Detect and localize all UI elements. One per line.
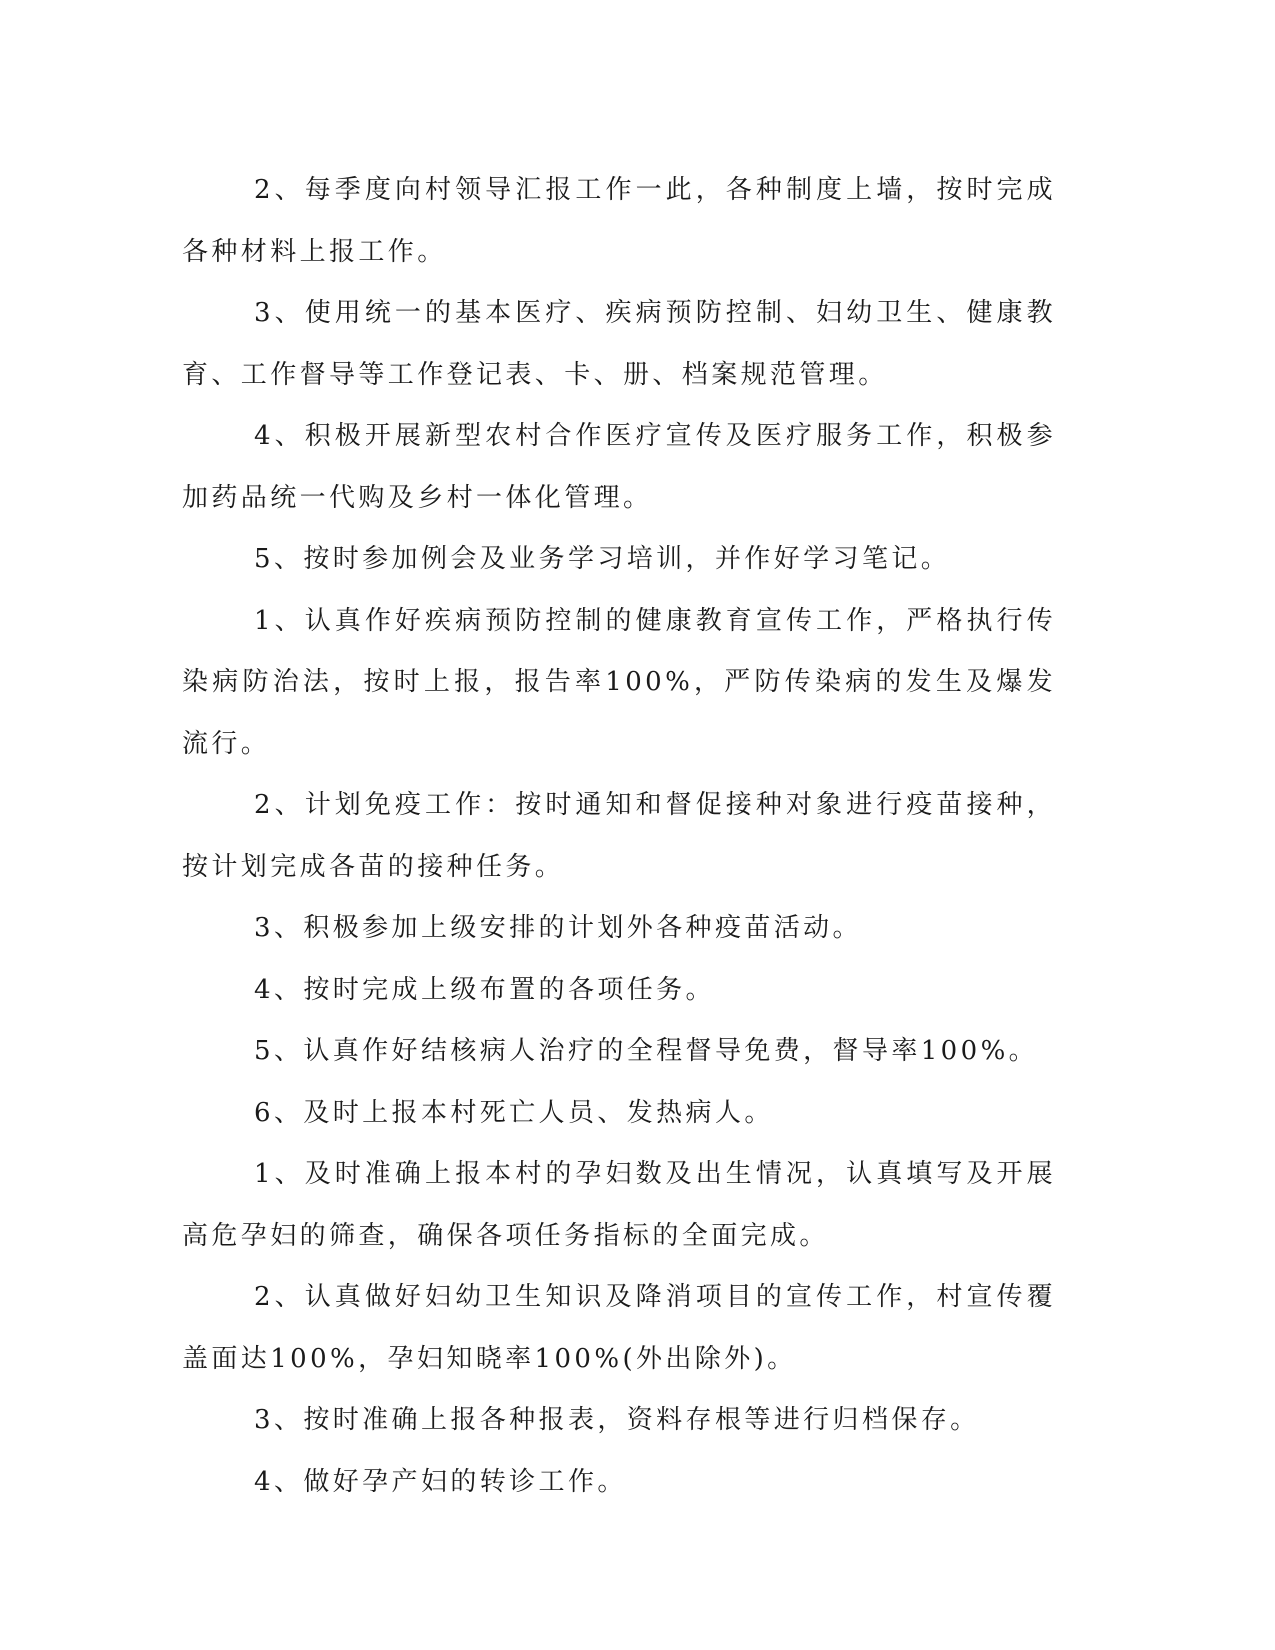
paragraph: 2、认真做好妇幼卫生知识及降消项目的宣传工作，村宣传覆盖面达100%，孕妇知晓率100%(外出除外)。	[182, 1282, 1056, 1374]
paragraph: 3、积极参加上级安排的计划外各种疫苗活动。	[254, 913, 862, 943]
document-body	[182, 160, 1056, 1513]
paragraph: 4、按时完成上级布置的各项任务。	[254, 974, 715, 1005]
paragraph: 5、按时参加例会及业务学习培训，并作好学习笔记。	[254, 544, 951, 574]
paragraph: 1、及时准确上报本村的孕妇数及出生情况，认真填写及开展高危孕妇的筛查，确保各项任务指标的全面完成。	[182, 1159, 1056, 1251]
paragraph: 6、及时上报本村死亡人员、发热病人。	[254, 1097, 774, 1128]
paragraph: 3、按时准确上报各种报表，资料存根等进行归档保存。	[254, 1405, 980, 1435]
paragraph: 2、计划免疫工作：按时通知和督促接种对象进行疫苗接种，按计划完成各苗的接种任务。	[182, 790, 1056, 882]
paragraph: 4、做好孕产妇的转诊工作。	[254, 1466, 627, 1497]
paragraph: 1、认真作好疾病预防控制的健康教育宣传工作，严格执行传染病防治法，按时上报，报告率100%，严防传染病的发生及爆发流行。	[182, 605, 1056, 759]
paragraph: 4、积极开展新型农村合作医疗宣传及医疗服务工作，积极参加药品统一代购及乡村一体化管理。	[182, 421, 1056, 513]
paragraph: 3、使用统一的基本医疗、疾病预防控制、妇幼卫生、健康教育、工作督导等工作登记表、卡、册、档案规范管理。	[182, 298, 1056, 390]
paragraph: 2、每季度向村领导汇报工作一此，各种制度上墙，按时完成各种材料上报工作。	[182, 175, 1056, 267]
paragraph: 5、认真作好结核病人治疗的全程督导免费，督导率100%。	[254, 1036, 1039, 1066]
